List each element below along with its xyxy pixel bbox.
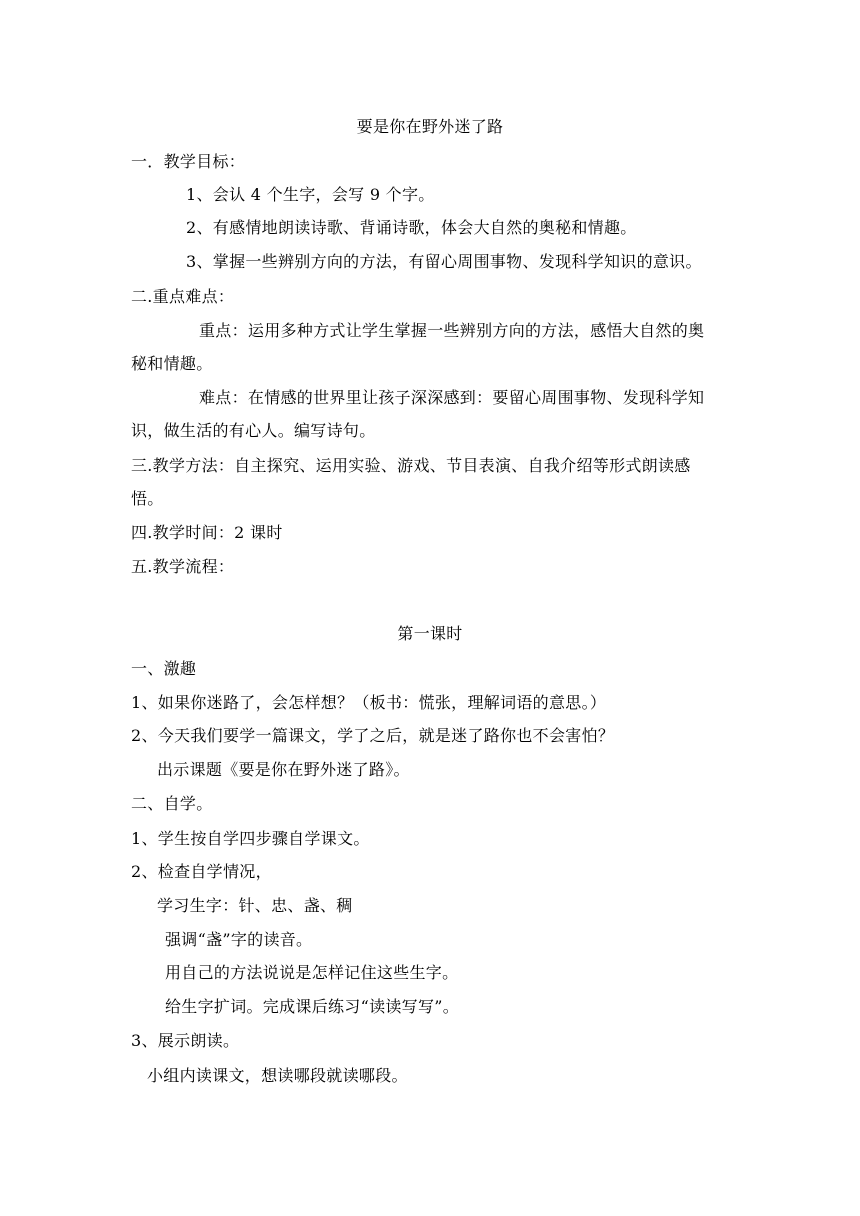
list-item-sub: 给生字扩词。完成课后练习“读读写写”。 [165,997,460,1016]
objective-item: 3、掌握一些辨别方向的方法，有留心周围事物、发现科学知识的意识。 [186,252,702,271]
objective-item: 2、有感情地朗读诗歌、背诵诗歌，体会大自然的奥秘和情趣。 [186,218,637,237]
list-item: 3、展示朗读。 [131,1031,240,1050]
part2-heading: 二、自学。 [131,794,213,813]
list-item: 2、今天我们要学一篇课文，学了之后，就是迷了路你也不会害怕？ [131,726,615,745]
list-item: 1、如果你迷路了，会怎样想？（板书：慌张，理解词语的意思。） [131,693,607,712]
list-item-sub: 用自己的方法说说是怎样记住这些生字。 [165,963,459,982]
difficulty-text-cont: 识，做生活的有心人。编写诗句。 [131,421,376,440]
part1-heading: 一、激趣 [131,659,197,678]
methods-text-cont: 悟。 [131,489,164,508]
list-item-sub: 强调“盏”字的读音。 [165,930,313,949]
list-item: 1、学生按自学四步骤自学课文。 [131,829,370,848]
teaching-time: 四.教学时间：2 课时 [131,523,283,542]
list-item-sub: 小组内读课文，想读哪段就读哪段。 [147,1066,408,1085]
key-point-text: 重点：运用多种方式让学生掌握一些辨别方向的方法，感悟大自然的奥 [199,321,705,340]
key-point-text-cont: 秘和情趣。 [131,354,213,373]
difficulty-text: 难点：在情感的世界里让孩子深深感到：要留心周围事物、发现科学知 [199,388,705,407]
list-item: 2、检查自学情况， [131,862,272,881]
objectives-heading: 一．教学目标： [131,152,246,171]
list-item-sub: 出示课题《要是你在野外迷了路》。 [157,760,410,779]
list-item-sub: 学习生字：针、忠、盏、稠 [157,896,353,915]
teaching-process: 五.教学流程： [131,557,235,576]
document-title: 要是你在野外迷了路 [356,117,504,136]
lesson1-heading: 第一课时 [397,624,463,643]
key-points-heading: 二.重点难点： [131,287,235,306]
methods-text: 三.教学方法：自主探究、运用实验、游戏、节目表演、自我介绍等形式朗读感 [131,456,691,475]
objective-item: 1、会认 4 个生字，会写 9 个字。 [186,185,435,204]
